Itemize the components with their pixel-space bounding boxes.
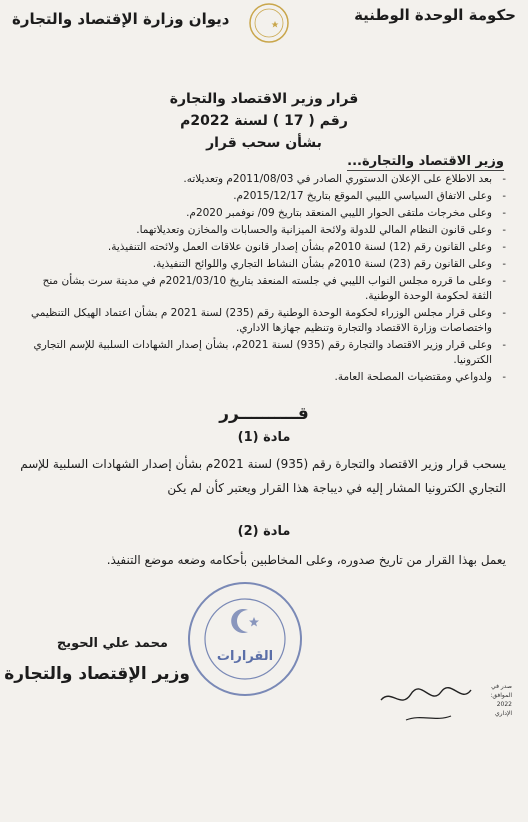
recital-item: - وعلى مخرجات ملتقى الحوار الليبي المنعقد بتاريخ 09/ نوفمبر 2020م.: [186, 207, 506, 219]
decision-heading: قــــــــــرر: [219, 404, 309, 424]
bullet-dash: -: [502, 191, 506, 202]
emblem-icon: [248, 2, 290, 44]
recital-item: - وعلى الاتفاق السياسي الليبي الموقع بتاريخ 2015/12/17م.: [233, 190, 506, 202]
official-stamp: [186, 580, 304, 698]
decision-title: [0, 88, 528, 154]
ref-line: الإداري: [494, 710, 512, 717]
recital-item: - ولدواعي ومقتضيات المصلحة العامة.: [334, 371, 506, 383]
article-2-text: يعمل بهذا القرار من تاريخ صدوره، وعلى المخاطبين بأحكامه وضعه موضع التنفيذ.: [106, 553, 506, 567]
recital-item: - وعلى قانون النظام المالي للدولة ولائحة الميزانية والحسابات والمخازن وتعديلاتهما.: [136, 224, 506, 236]
signatory-name: محمد علي الحويج: [56, 636, 168, 651]
article-1-heading: مادة (1): [237, 430, 291, 445]
bullet-dash: -: [502, 372, 506, 383]
title-line-2: رقم ( 17 ) لسنة 2022م: [180, 113, 348, 129]
reference-block: [432, 682, 512, 718]
header-government: حكومة الوحدة الوطنية: [354, 6, 516, 24]
bullet-dash: -: [502, 259, 506, 270]
ref-line: 2022: [496, 701, 512, 708]
title-line-3: بشأن سحب قرار: [206, 135, 322, 151]
title-line-1: قرار وزير الاقتصاد والتجارة: [169, 91, 359, 107]
bullet-dash: -: [502, 276, 506, 287]
article-1-text: يسحب قرار وزير الاقتصاد والتجارة رقم (935) لسنة 2021م بشأن إصدار الشهادات السلبية للإسم التجاري الكترونيا المشار إليه في ديباجة هذا القرار ويعتبر كأن لم يكن: [20, 457, 506, 495]
recital-item: - بعد الاطلاع على الإعلان الدستوري الصادر في 2011/08/03م وتعديلاته.: [183, 173, 506, 185]
recital-item: - وعلى قرار مجلس الوزراء لحكومة الوحدة الوطنية رقم (235) لسنة 2021 م بشأن اعتماد الهيكل التنظيمي واختصاصات وزارة الاقتصاد والتجارة وتنظيم جهازها الاداري.: [31, 307, 506, 334]
stamp-text: القرارات: [216, 649, 274, 664]
bullet-dash: -: [502, 242, 506, 253]
signatory-role: وزير الإقتصاد والتجارة: [4, 664, 190, 684]
ref-line: الموافق:: [490, 692, 512, 699]
ref-line: صدر في: [491, 683, 512, 690]
bullet-dash: -: [502, 208, 506, 219]
bullet-dash: -: [502, 340, 506, 351]
header-office: ديوان وزارة الإقتصاد والتجارة: [12, 10, 230, 28]
addressee: وزير الاقتصاد والتجارة...: [347, 154, 504, 169]
recital-item: - وعلى القانون رقم (12) لسنة 2010م بشأن إصدار قانون علاقات العمل ولائحته التنفيذية.: [107, 241, 506, 253]
bullet-dash: -: [502, 308, 506, 319]
recital-item: - وعلى قرار وزير الاقتصاد والتجارة رقم (935) لسنة 2021م، بشأن إصدار الشهادات السلبية للإسم التجاري الكترونيا.: [33, 339, 506, 366]
bullet-dash: -: [502, 225, 506, 236]
bullet-dash: -: [502, 174, 506, 185]
recitals-list: [26, 172, 506, 387]
recital-item: - وعلى القانون رقم (23) لسنة 2010م بشأن النشاط التجاري واللوائح التنفيذية.: [152, 258, 506, 270]
recital-item: - وعلى ما قرره مجلس النواب الليبي في جلسته المنعقد بتاريخ 2021/03/10م في مدينة سرت بشأن منح الثقة لحكومة الوحدة الوطنية.: [42, 275, 506, 302]
article-2-heading: مادة (2): [237, 524, 291, 539]
